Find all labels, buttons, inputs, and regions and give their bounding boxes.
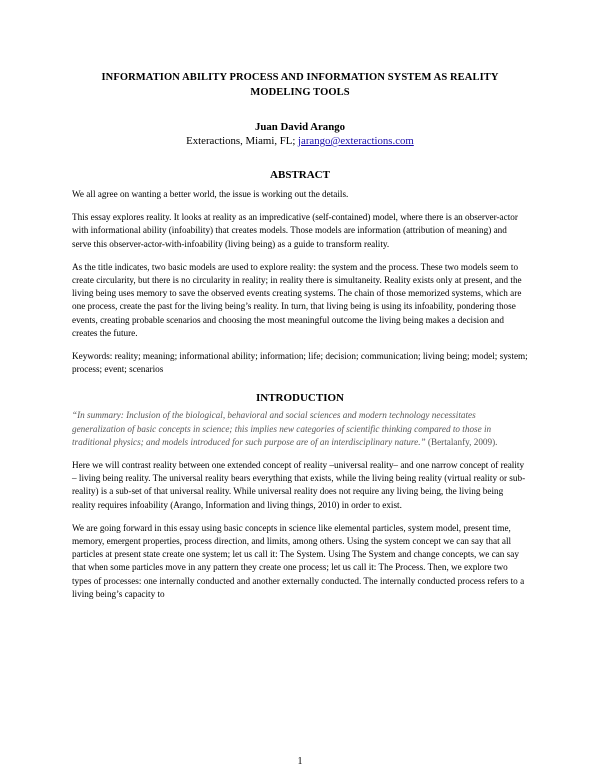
page-number: 1 [297, 756, 303, 767]
affiliation-text: Exteractions, Miami, FL; [186, 135, 299, 147]
paper-title-line-1: INFORMATION ABILITY PROCESS AND INFORMATION SYSTEM AS REALITY [101, 72, 499, 83]
keywords-paragraph: Keywords: reality; meaning; informational ability; information; life; decision; communication; living being; model; system; process; event; scenarios [72, 351, 528, 375]
intro-paragraph-2: We are going forward in this essay using basic concepts in science like elemental particles, system model, present time, memory, emergent properties, process direction, and limits, among others. Using the system concept we can say that all particles at present state create one system; let us call it: The System. Using The System and change concepts, we can say that when some particles move in any pattern they create one process; let us call it: The Process. Then, we explore two types of processes: one internally conducted and another externally conducted. The internally conducted process refers to a living being’s capacity to [72, 522, 525, 599]
quote-citation: (Bertalanfy, 2009). [425, 436, 498, 447]
intro-paragraph-1: Here we will contrast reality between one extended concept of reality –universal reality– and one narrow concept of reality – living being reality. The universal reality bears everything that exists, while the living being reality (virtual reality or sub-reality) is a sub-set of that universal reality. While universal reality does not require any living being, the living being reality requires infoability (Arango, Information and living things, 2010) in order to exist. [72, 460, 526, 510]
introduction-heading: INTRODUCTION [255, 392, 344, 405]
paper-title-line-2: MODELING TOOLS [250, 87, 350, 98]
abstract-paragraph-2: This essay explores reality. It looks at reality as an impredicative (self-contained) model, where there is an observer-actor with informational ability (infoability) that creates models. Those models are information (attribution of meaning) and serve this observer-actor-with-infoability (living being) as a guide to transform reality. [72, 212, 518, 249]
abstract-paragraph-1: We all agree on wanting a better world, the issue is working out the details. [72, 189, 349, 199]
abstract-paragraph-3: As the title indicates, two basic models are used to explore reality: the system and the process. These two models seem to create circularity, but there is no circularity in reality; in reality there is simultaneity. Reality exists only at present, and the living being uses memory to save the observed events creating systems. The chain of those memorized systems, which are one process, create the past for the living being’s reality. In turn, that living being is using its infoability, pondering those events, creating probable scenarios and choosing the most meaningful outcome the living being makes a decision and creates the future. [72, 261, 522, 338]
author-email-link[interactable]: jarango@exteractions.com [298, 135, 414, 147]
page-content [72, 70, 528, 601]
author-name: Juan David Arango [255, 121, 345, 133]
abstract-heading: ABSTRACT [270, 169, 330, 181]
author-affiliation [72, 134, 528, 148]
quote-text: “In summary: Inclusion of the biological, behavioral and social sciences and modern technology necessitates generalization of basic concepts in science; this implies new categories of scientific thinking compared to those in traditional physics; and models introduced for such purpose are of an interdisciplinary nature.” [72, 410, 492, 447]
epigraph-quote [72, 409, 528, 449]
